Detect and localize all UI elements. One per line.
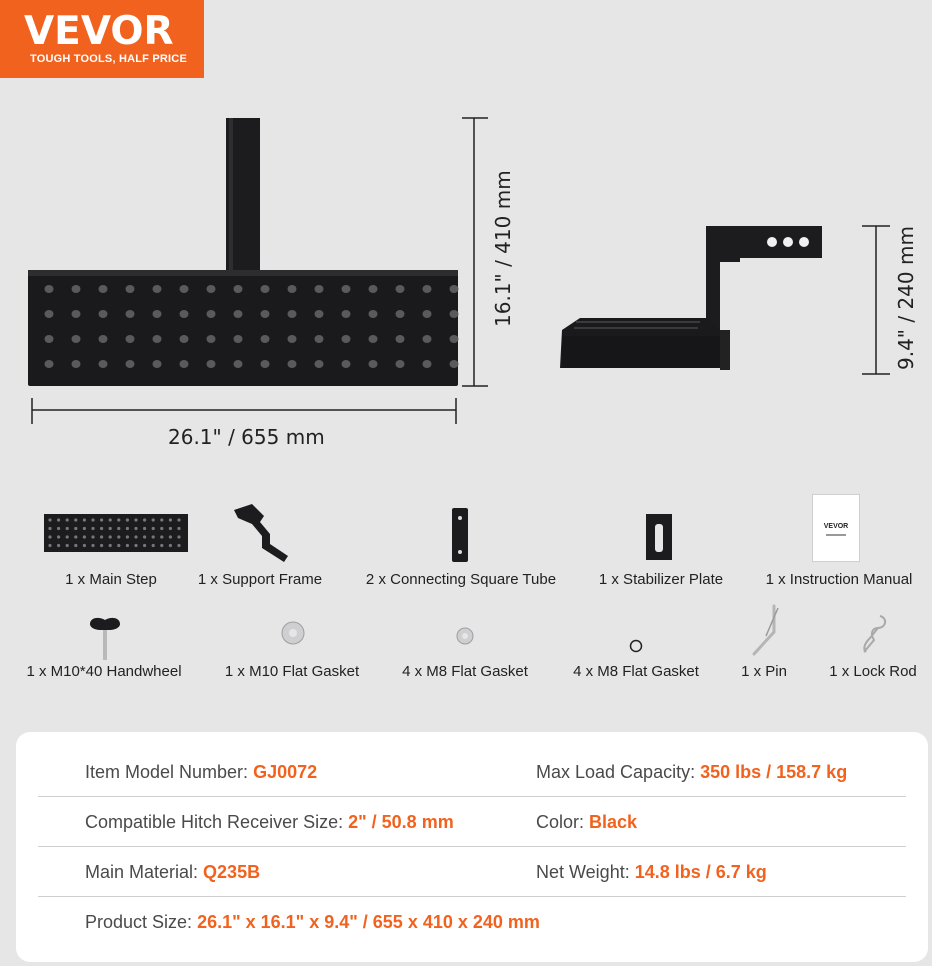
step-hole	[143, 527, 146, 530]
part-label: 1 x Instruction Manual	[765, 571, 913, 588]
spec-size	[85, 912, 540, 933]
step-hole	[177, 527, 180, 530]
part-label: 1 x M10 Flat Gasket	[224, 663, 360, 680]
support-frame-icon	[230, 500, 294, 564]
step-hole	[177, 518, 180, 521]
step-hole	[117, 535, 120, 538]
spec-load	[536, 762, 847, 783]
step-hole	[143, 535, 146, 538]
main-step-icon	[44, 514, 190, 552]
step-hole	[143, 544, 146, 547]
part-label: 1 x Stabilizer Plate	[598, 571, 724, 588]
part-label: 1 x Lock Rod	[829, 663, 917, 680]
spec-value: Black	[589, 812, 638, 832]
step-hole	[48, 527, 51, 530]
step-hole	[160, 527, 163, 530]
step-hole	[169, 544, 172, 547]
step-hole	[48, 518, 51, 521]
dimension-depth: 9.4" / 240 mm	[894, 226, 918, 370]
spec-material	[85, 862, 260, 883]
step-hole	[57, 518, 60, 521]
step-hole	[66, 535, 69, 538]
spec-model	[85, 762, 317, 783]
square-tube-icon	[450, 506, 472, 564]
spec-value: 26.1" x 16.1" x 9.4" / 655 x 410 x 240 mm	[197, 912, 540, 932]
step-hole	[100, 544, 103, 547]
brand-tagline: TOUGH TOOLS, HALF PRICE	[30, 53, 187, 65]
spec-value: 14.8 lbs / 6.7 kg	[634, 862, 767, 882]
step-hole	[74, 518, 77, 521]
step-hole	[152, 535, 155, 538]
dimension-width: 26.1" / 655 mm	[168, 425, 325, 449]
step-hole	[66, 518, 69, 521]
step-hole	[100, 518, 103, 521]
part-label: 1 x Support Frame	[197, 571, 323, 588]
dimension-height: 16.1" / 410 mm	[491, 170, 515, 327]
step-hole	[83, 518, 86, 521]
step-hole	[169, 535, 172, 538]
step-hole	[177, 544, 180, 547]
step-hole	[152, 518, 155, 521]
step-hole	[160, 535, 163, 538]
step-hole	[66, 527, 69, 530]
step-hole	[48, 535, 51, 538]
step-hole	[57, 544, 60, 547]
step-hole	[66, 544, 69, 547]
spec-panel	[16, 732, 928, 962]
step-hole	[57, 535, 60, 538]
step-hole	[91, 527, 94, 530]
part-label: 1 x M10*40 Handwheel	[26, 663, 182, 680]
step-hole	[91, 535, 94, 538]
spec-color	[536, 812, 637, 833]
part-label: 1 x Main Step	[65, 571, 157, 588]
spec-value: 2" / 50.8 mm	[348, 812, 454, 832]
spec-label: Product Size:	[85, 912, 198, 932]
lock-rod-icon	[856, 612, 892, 656]
step-hole	[100, 535, 103, 538]
gasket-icon	[280, 620, 306, 646]
step-hole	[91, 544, 94, 547]
spec-value: Q235B	[203, 862, 261, 882]
part-label: 2 x Connecting Square Tube	[365, 571, 557, 588]
divider	[38, 846, 906, 847]
step-hole	[126, 535, 129, 538]
step-hole	[83, 535, 86, 538]
spec-label: Compatible Hitch Receiver Size:	[85, 812, 349, 832]
spec-value: GJ0072	[253, 762, 318, 782]
step-hole	[126, 518, 129, 521]
spec-label: Net Weight:	[536, 862, 635, 882]
step-hole	[83, 544, 86, 547]
step-hole	[152, 527, 155, 530]
part-label: 4 x M8 Flat Gasket	[402, 663, 528, 680]
spec-label: Max Load Capacity:	[536, 762, 701, 782]
step-hole	[74, 527, 77, 530]
step-hole	[57, 527, 60, 530]
step-hole	[74, 544, 77, 547]
spec-label: Main Material:	[85, 862, 204, 882]
divider	[38, 796, 906, 797]
step-hole	[83, 527, 86, 530]
divider	[38, 896, 906, 897]
step-hole	[126, 544, 129, 547]
step-hole	[74, 535, 77, 538]
step-hole	[160, 544, 163, 547]
spec-label: Item Model Number:	[85, 762, 254, 782]
step-hole	[134, 527, 137, 530]
manual-icon	[812, 494, 860, 562]
step-hole	[169, 527, 172, 530]
step-hole	[126, 527, 129, 530]
part-label: 1 x Pin	[741, 663, 787, 680]
step-hole	[91, 518, 94, 521]
spec-value: 350 lbs / 158.7 kg	[700, 762, 848, 782]
brand-name: VEVOR	[24, 9, 174, 54]
gasket-icon	[455, 626, 475, 646]
step-hole	[117, 527, 120, 530]
step-hole	[109, 544, 112, 547]
spec-label: Color:	[536, 812, 590, 832]
part-label: 4 x M8 Flat Gasket	[573, 663, 699, 680]
step-hole	[177, 535, 180, 538]
dimension-lines	[0, 0, 932, 460]
step-hole	[109, 535, 112, 538]
step-hole	[48, 544, 51, 547]
stabilizer-plate-icon	[644, 512, 674, 562]
step-hole	[117, 544, 120, 547]
step-hole	[160, 518, 163, 521]
step-hole	[134, 544, 137, 547]
spec-weight	[536, 862, 767, 883]
pin-icon	[748, 602, 782, 658]
spec-receiver	[85, 812, 454, 833]
step-hole	[134, 535, 137, 538]
handwheel-icon	[86, 614, 124, 662]
step-hole	[169, 518, 172, 521]
step-hole	[152, 544, 155, 547]
ring-icon	[628, 638, 644, 654]
step-hole	[117, 518, 120, 521]
manual-brand: VEVOR	[823, 523, 849, 530]
step-hole	[109, 527, 112, 530]
step-hole	[143, 518, 146, 521]
step-hole	[109, 518, 112, 521]
step-hole	[100, 527, 103, 530]
step-hole	[134, 518, 137, 521]
